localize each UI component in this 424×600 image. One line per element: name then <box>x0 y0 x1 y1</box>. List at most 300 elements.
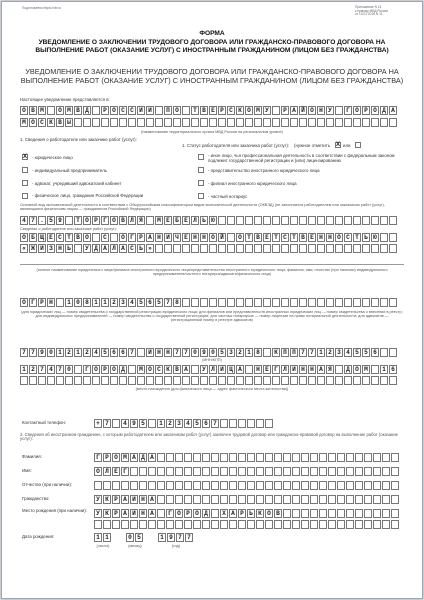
char-cell: 2 <box>110 298 118 307</box>
char-cell <box>353 376 361 385</box>
char-cell <box>281 376 289 385</box>
char-cell: М <box>137 365 145 374</box>
char-cell <box>130 467 138 476</box>
char-cell <box>389 233 397 242</box>
char-cell: Щ <box>38 233 46 242</box>
char-cell <box>319 467 327 476</box>
status-checkbox-representation[interactable] <box>198 167 204 173</box>
char-cell <box>265 453 273 462</box>
char-cell: И <box>38 244 46 253</box>
char-cell <box>326 298 334 307</box>
char-cell: Р <box>281 106 289 115</box>
char-cell: 4 <box>47 365 55 374</box>
char-cell: Ь <box>200 216 208 225</box>
char-cell <box>200 298 208 307</box>
char-cell <box>121 520 129 529</box>
char-cell <box>346 467 354 476</box>
char-cell: Н <box>47 298 55 307</box>
char-cell: 1 <box>20 365 28 374</box>
char-cell <box>164 118 172 127</box>
char-cell <box>337 467 345 476</box>
char-cell: О <box>110 106 118 115</box>
char-cell <box>137 118 145 127</box>
char-cell: 2 <box>166 419 174 428</box>
char-cell: А <box>148 509 156 518</box>
char-cell <box>337 453 345 462</box>
char-cell <box>380 298 388 307</box>
citizenship-value <box>94 495 399 504</box>
char-cell: О <box>209 233 217 242</box>
char-cell <box>175 453 183 462</box>
char-cell <box>274 520 282 529</box>
mark-example-empty-box <box>355 142 361 148</box>
char-cell <box>220 453 228 462</box>
status-checkbox-individual[interactable] <box>22 193 28 199</box>
char-cell: А <box>182 365 190 374</box>
char-cell: О <box>20 298 28 307</box>
char-cell: Т <box>272 233 280 242</box>
char-cell: 6 <box>110 348 118 357</box>
form-title-plain: УВЕДОМЛЕНИЕ О ЗАКЛЮЧЕНИИ ТРУДОВОГО ДОГОВОРА ИЛИ ГРАЖДАНСКО-ПРАВОВОГО ДОГОВОРА НА ВЫПОЛНЕНИЕ РАБОТ (ОКАЗАНИЕ УСЛУГ) С ИНОСТРАННЫМ ГРАЖДАНИНОМ (ЛИЦОМ БЕЗ ГРАЖДАНСТВА) <box>20 67 404 85</box>
char-cell <box>362 216 370 225</box>
char-cell <box>166 467 174 476</box>
char-cell <box>272 216 280 225</box>
char-cell <box>308 298 316 307</box>
char-cell <box>146 376 154 385</box>
char-cell: К <box>103 509 111 518</box>
char-cell: 1 <box>158 533 166 542</box>
char-cell <box>218 118 226 127</box>
char-cell <box>344 118 352 127</box>
char-cell: П <box>281 348 289 357</box>
char-cell <box>245 244 253 253</box>
status-checkbox-other[interactable] <box>198 154 204 160</box>
char-cell <box>209 244 217 253</box>
char-cell <box>362 118 370 127</box>
char-cell <box>74 365 82 374</box>
char-cell <box>155 376 163 385</box>
birth-year <box>158 533 193 542</box>
char-cell <box>335 365 343 374</box>
char-cell <box>317 376 325 385</box>
char-cell: С <box>128 244 136 253</box>
char-cell: Я <box>137 216 145 225</box>
char-cell <box>373 467 381 476</box>
char-cell <box>209 376 217 385</box>
status-option-label: - частный нотариус <box>208 194 248 199</box>
char-cell: Е <box>47 233 55 242</box>
char-cell: Ь <box>362 233 370 242</box>
char-cell <box>364 481 372 490</box>
char-cell: 5 <box>218 348 226 357</box>
char-cell: С <box>227 106 235 115</box>
char-cell: Е <box>182 233 190 242</box>
char-cell <box>238 520 246 529</box>
char-cell <box>328 520 336 529</box>
char-cell <box>290 298 298 307</box>
char-cell <box>74 244 82 253</box>
char-cell: Р <box>92 216 100 225</box>
char-cell: 5 <box>362 348 370 357</box>
char-cell <box>265 495 273 504</box>
char-cell <box>139 467 147 476</box>
char-cell: 9 <box>38 348 46 357</box>
char-cell <box>256 495 264 504</box>
char-cell <box>389 376 397 385</box>
char-cell: О <box>83 216 91 225</box>
char-cell: Г <box>101 216 109 225</box>
char-cell: Ы <box>65 118 73 127</box>
char-cell: А <box>389 106 397 115</box>
char-cell <box>130 520 138 529</box>
char-cell <box>263 298 271 307</box>
char-cell: 7 <box>182 348 190 357</box>
name-label: Имя: <box>22 468 32 473</box>
char-cell: Н <box>326 233 334 242</box>
char-cell <box>355 481 363 490</box>
char-cell <box>173 118 181 127</box>
patronymic-value <box>94 481 399 490</box>
char-cell <box>344 216 352 225</box>
char-cell: Р <box>101 365 109 374</box>
status-checkbox-notary[interactable] <box>198 193 204 199</box>
char-cell <box>191 298 199 307</box>
char-cell <box>308 244 316 253</box>
char-cell: 7 <box>56 365 64 374</box>
char-cell <box>319 495 327 504</box>
char-cell <box>74 118 82 127</box>
char-cell <box>173 376 181 385</box>
char-cell <box>182 118 190 127</box>
char-cell: 7 <box>20 348 28 357</box>
char-cell: 8 <box>173 298 181 307</box>
char-cell: 7 <box>164 298 172 307</box>
char-cell: Р <box>103 453 111 462</box>
char-cell <box>155 106 163 115</box>
char-cell <box>290 244 298 253</box>
char-cell <box>200 118 208 127</box>
char-cell <box>112 419 120 428</box>
char-cell <box>227 244 235 253</box>
char-cell <box>328 453 336 462</box>
char-cell <box>211 467 219 476</box>
char-cell: О <box>353 365 361 374</box>
char-cell <box>157 495 165 504</box>
char-cell <box>56 298 64 307</box>
char-cell <box>256 520 264 529</box>
char-cell: 0 <box>47 348 55 357</box>
char-cell: О <box>20 233 28 242</box>
birthplace-label: Место рождения (при наличии): <box>22 508 87 513</box>
char-cell <box>272 376 280 385</box>
char-cell <box>355 495 363 504</box>
char-cell <box>301 467 309 476</box>
char-cell <box>310 467 318 476</box>
char-cell: 3 <box>335 348 343 357</box>
char-cell <box>20 376 28 385</box>
char-cell <box>193 481 201 490</box>
char-cell: О <box>353 106 361 115</box>
char-cell <box>274 495 282 504</box>
char-cell <box>319 481 327 490</box>
char-cell <box>193 520 201 529</box>
char-cell: 4 <box>184 419 192 428</box>
char-cell: К <box>272 348 280 357</box>
char-cell: М <box>254 106 262 115</box>
char-cell: 8 <box>254 348 262 357</box>
char-cell <box>209 298 217 307</box>
appendix-line: к приказу МВД России <box>355 8 388 13</box>
char-cell <box>265 481 273 490</box>
char-cell: А <box>290 106 298 115</box>
mark-example-box: X <box>336 142 341 148</box>
char-cell <box>319 520 327 529</box>
status-checkbox-entrepreneur[interactable] <box>22 167 28 173</box>
char-cell: О <box>112 453 120 462</box>
char-cell: 1 <box>317 348 325 357</box>
char-cell: Б <box>173 216 181 225</box>
char-cell <box>184 467 192 476</box>
char-cell <box>101 376 109 385</box>
char-cell <box>346 453 354 462</box>
char-cell: У <box>263 106 271 115</box>
birth-year-caption: (год) <box>171 544 181 548</box>
char-cell <box>247 481 255 490</box>
char-cell <box>175 481 183 490</box>
char-cell: 4 <box>20 216 28 225</box>
char-cell <box>238 495 246 504</box>
char-cell <box>382 509 390 518</box>
char-cell <box>299 118 307 127</box>
char-cell <box>220 419 228 428</box>
char-cell: С <box>101 233 109 242</box>
status-checkbox-lawyer[interactable] <box>22 180 28 186</box>
char-cell <box>391 495 399 504</box>
char-cell: П <box>290 348 298 357</box>
char-cell <box>328 467 336 476</box>
address-caption: (место нахождения (для физического лица — адрес фактического места жительства)) <box>135 387 289 391</box>
char-cell <box>310 509 318 518</box>
char-cell <box>220 520 228 529</box>
mark-suffix: или <box>343 143 351 148</box>
char-cell <box>65 216 73 225</box>
char-cell <box>292 467 300 476</box>
char-cell <box>236 216 244 225</box>
char-cell <box>247 467 255 476</box>
employer-name-caption: Сведения о работодателе или заказчике работ (услуг): <box>20 227 117 231</box>
char-cell: 1 <box>92 298 100 307</box>
char-cell: Н <box>155 348 163 357</box>
char-cell <box>247 419 255 428</box>
char-cell: А <box>121 509 129 518</box>
presented-label: Настоящее уведомление представляется в: <box>20 97 110 102</box>
char-cell: Е <box>263 233 271 242</box>
char-cell <box>92 106 100 115</box>
char-cell: И <box>146 348 154 357</box>
char-cell: У <box>200 365 208 374</box>
char-cell: 1 <box>245 348 253 357</box>
char-cell <box>220 481 228 490</box>
char-cell <box>254 376 262 385</box>
organ-line-2 <box>20 118 397 127</box>
char-cell <box>317 216 325 225</box>
char-cell: Ч <box>173 233 181 242</box>
address-line-1 <box>20 365 397 374</box>
char-cell: Л <box>110 244 118 253</box>
status-checkbox-legal-entity[interactable]: X <box>23 154 28 160</box>
char-cell <box>308 216 316 225</box>
char-cell <box>211 495 219 504</box>
char-cell <box>202 453 210 462</box>
ogrn-caption: (для юридических лиц — номер свидетельства о государственной регистрации юридического лица; для филиалов или представительств иностранных юридических лиц — номер свидетельства о внесении в реестр; для индивидуальных предпринимателей — номер свидетельства о государственной регистрации; для частных нотариусов — номер лицензии на право нотариальной деятельности; для адвокатов — регистрационный номер в реестре адвокатов) <box>21 310 403 323</box>
char-cell <box>191 365 199 374</box>
char-cell <box>182 244 190 253</box>
char-cell: Р <box>238 509 246 518</box>
char-cell <box>182 376 190 385</box>
char-cell: О <box>94 467 102 476</box>
char-cell <box>380 216 388 225</box>
char-cell: Р <box>218 106 226 115</box>
char-cell: Л <box>209 365 217 374</box>
char-cell <box>283 467 291 476</box>
char-cell: 5 <box>193 419 201 428</box>
char-cell: У <box>94 495 102 504</box>
char-cell <box>245 376 253 385</box>
char-cell <box>364 467 372 476</box>
char-cell: О <box>308 106 316 115</box>
char-cell: 7 <box>211 419 219 428</box>
char-cell <box>373 509 381 518</box>
char-cell: 7 <box>299 348 307 357</box>
status-option-label: - юридическое лицо <box>32 155 73 160</box>
char-cell: О <box>335 233 343 242</box>
char-cell: Д <box>344 365 352 374</box>
char-cell <box>47 376 55 385</box>
char-cell: В <box>29 106 37 115</box>
char-cell: 6 <box>146 298 154 307</box>
char-cell: К <box>164 365 172 374</box>
char-cell <box>364 509 372 518</box>
birthplace-value-line-2 <box>94 520 399 529</box>
status-checkbox-branch[interactable] <box>198 180 204 186</box>
inn-caption: (ИНН/КПП) <box>202 358 222 362</box>
char-cell <box>229 495 237 504</box>
char-cell <box>238 419 246 428</box>
char-cell <box>227 118 235 127</box>
char-cell: 1 <box>65 298 73 307</box>
char-cell: Н <box>200 233 208 242</box>
char-cell: Б <box>29 233 37 242</box>
char-cell <box>202 467 210 476</box>
char-cell <box>335 298 343 307</box>
char-cell <box>382 467 390 476</box>
char-cell <box>292 509 300 518</box>
char-cell <box>317 298 325 307</box>
char-cell: 9 <box>130 419 138 428</box>
char-cell: О <box>56 106 64 115</box>
char-cell: Т <box>74 216 82 225</box>
char-cell: У <box>83 244 91 253</box>
char-cell <box>254 244 262 253</box>
char-cell: Г <box>83 365 91 374</box>
char-cell <box>371 244 379 253</box>
birthplace-value-line-1 <box>94 509 399 518</box>
char-cell: Р <box>112 495 120 504</box>
char-cell <box>56 376 64 385</box>
char-cell <box>290 216 298 225</box>
char-cell <box>245 365 253 374</box>
char-cell: А <box>229 509 237 518</box>
char-cell <box>139 520 147 529</box>
char-cell <box>157 520 165 529</box>
char-cell: 5 <box>137 298 145 307</box>
char-cell <box>245 118 253 127</box>
section2-title: 2. Сведения об иностранном гражданине, с которым работодателем или заказчиком работ (услуг) заключен трудовой договор или гражданско-правовой договор на выполнение работ (оказание услуг): <box>20 432 399 442</box>
employer-name-line-2 <box>20 244 397 253</box>
status-option-label: - индивидуальный предприниматель <box>32 168 107 173</box>
char-cell <box>391 481 399 490</box>
char-cell: К <box>256 509 264 518</box>
char-cell: В <box>200 106 208 115</box>
char-cell: И <box>218 365 226 374</box>
char-cell <box>373 495 381 504</box>
char-cell: Ь <box>137 244 145 253</box>
char-cell <box>254 118 262 127</box>
char-cell: О <box>83 233 91 242</box>
char-cell <box>265 419 273 428</box>
char-cell <box>301 453 309 462</box>
birth-month <box>126 533 143 542</box>
char-cell: Н <box>308 365 316 374</box>
char-cell: 7 <box>38 365 46 374</box>
char-cell <box>362 244 370 253</box>
char-cell: 4 <box>344 348 352 357</box>
mark-label: (нужное отметить <box>294 143 331 148</box>
status-option-label: - физическое лицо, гражданин Российской Федерации <box>32 193 144 198</box>
char-cell: И <box>137 106 145 115</box>
char-cell: Ю <box>371 233 379 242</box>
char-cell <box>256 419 264 428</box>
char-cell <box>247 520 255 529</box>
char-cell <box>319 509 327 518</box>
char-cell <box>229 481 237 490</box>
char-cell: Ж <box>29 244 37 253</box>
char-cell <box>236 244 244 253</box>
char-cell: О <box>175 509 183 518</box>
char-cell <box>382 520 390 529</box>
char-cell <box>272 106 280 115</box>
char-cell: 1 <box>380 365 388 374</box>
char-cell: Н <box>191 233 199 242</box>
char-cell: В <box>173 365 181 374</box>
char-cell <box>310 495 318 504</box>
char-cell <box>139 481 147 490</box>
citizenship-label: Гражданство: <box>22 496 50 501</box>
char-cell <box>191 118 199 127</box>
char-cell: Л <box>128 216 136 225</box>
char-cell <box>38 376 46 385</box>
char-cell <box>263 216 271 225</box>
char-cell <box>353 298 361 307</box>
char-cell: Д <box>139 453 147 462</box>
char-cell: Н <box>317 233 325 242</box>
char-cell: Й <box>218 233 226 242</box>
char-cell <box>92 233 100 242</box>
char-cell <box>157 453 165 462</box>
char-cell: М <box>362 365 370 374</box>
status-label: 1. Статус работодателя или заказчика работ (услуг): <box>182 143 290 148</box>
char-cell <box>335 244 343 253</box>
